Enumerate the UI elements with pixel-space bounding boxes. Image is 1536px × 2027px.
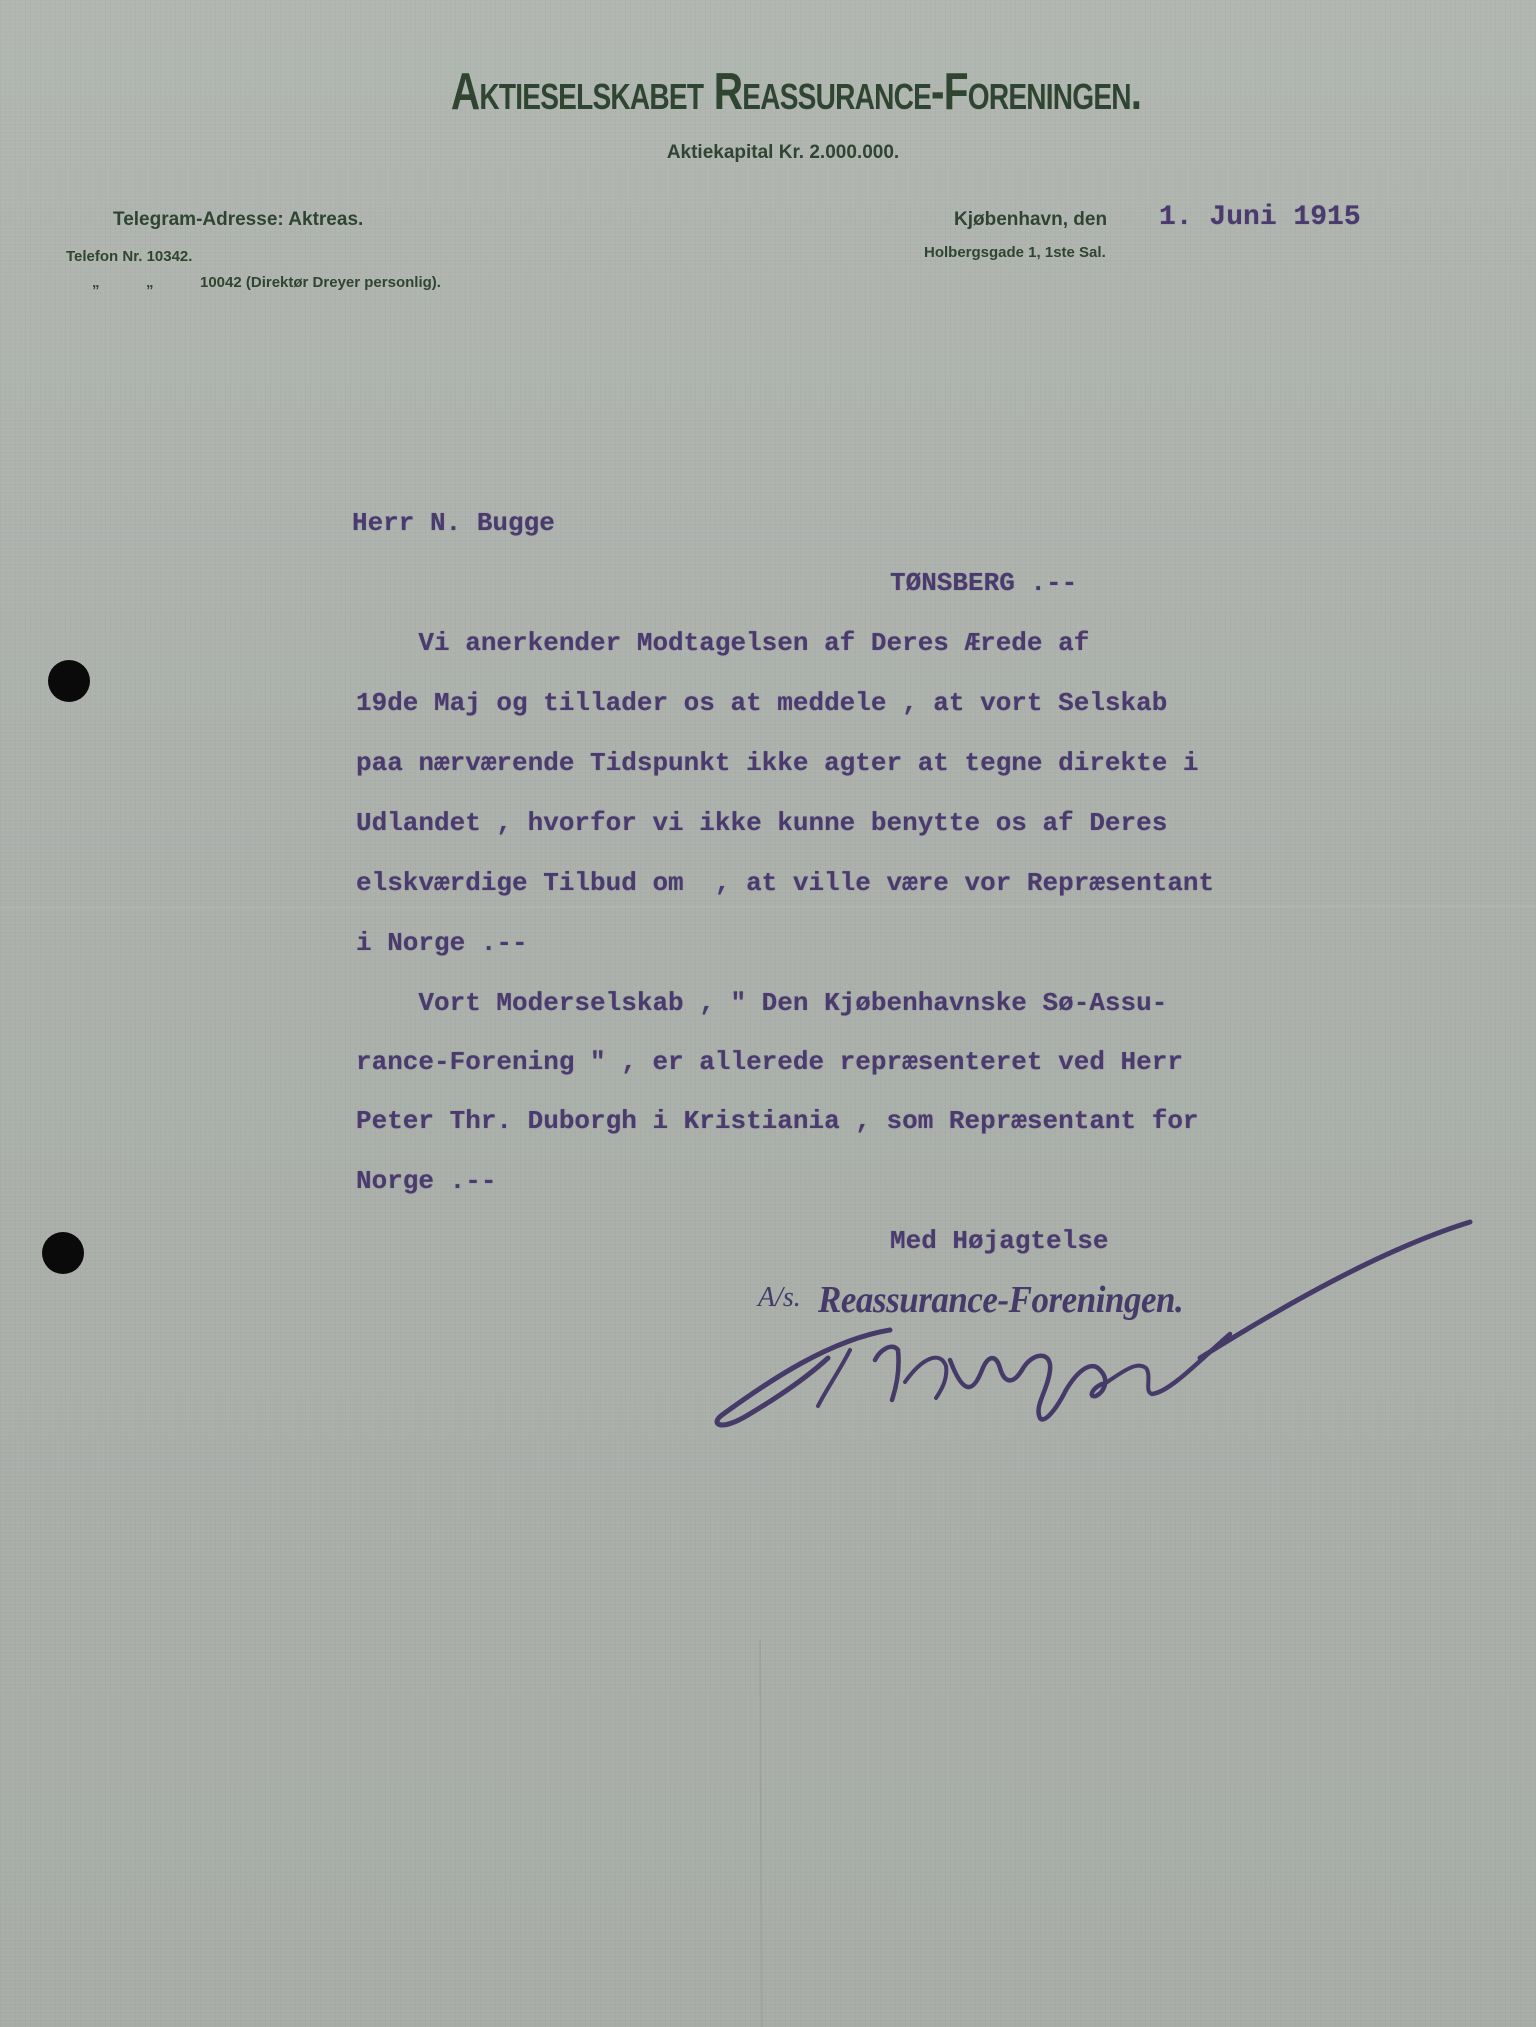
recipient-name: Herr N. Bugge	[352, 508, 555, 538]
telephone-number-2-text: 10042 (Direktør Dreyer personlig).	[200, 274, 441, 291]
street-address: Holbergsgade 1, 1ste Sal.	[924, 244, 1106, 261]
body-line: rance-Forening " , er allerede repræsenteret ved Herr	[356, 1047, 1183, 1077]
body-line: paa nærværende Tidspunkt ikke agter at tegne direkte i	[356, 748, 1199, 778]
telegram-label: Telegram-Adresse:	[113, 209, 284, 230]
telephone-number-2	[92, 274, 441, 291]
body-line: 19de Maj og tillader os at meddele , at vort Selskab	[356, 688, 1168, 718]
company-name-part1: Aktieselskabet	[450, 63, 704, 121]
telegram-value: Aktreas.	[288, 209, 364, 230]
letter-date: 1. Juni 1915	[1159, 202, 1361, 233]
body-line: Vort Moderselskab , " Den Kjøbenhavnske Sø-Assu-	[356, 988, 1168, 1018]
body-line: Udlandet , hvorfor vi ikke kunne benytte os af Deres	[356, 808, 1168, 838]
stamp-prefix: A/s.	[758, 1282, 801, 1313]
body-line: Norge .--	[356, 1166, 497, 1196]
company-name-part2: Reassurance-Foreningen.	[713, 63, 1142, 121]
punch-hole-top	[48, 660, 90, 702]
body-line: i Norge .--	[356, 928, 528, 958]
telephone-number-1: Telefon Nr. 10342.	[66, 248, 193, 265]
handwritten-signature	[700, 1210, 1480, 1430]
company-name	[169, 62, 1367, 122]
share-capital: Aktiekapital Kr. 2.000.000.	[666, 142, 900, 163]
ditto-mark-2: „	[146, 274, 154, 291]
body-line: Peter Thr. Duborgh i Kristiania , som Repræsentant for	[356, 1106, 1199, 1136]
punch-hole-bottom	[42, 1232, 84, 1274]
body-line: Vi anerkender Modtagelsen af Deres Ærede af	[356, 628, 1090, 658]
recipient-city: TØNSBERG .--	[890, 568, 1078, 598]
place-line: Kjøbenhavn, den	[954, 209, 1108, 230]
ditto-mark-1: „	[92, 274, 100, 291]
body-line: elskværdige Tilbud om , at ville være vor Repræsentant	[356, 868, 1215, 898]
company-stamp: Reassurance-Foreningen.	[818, 1279, 1184, 1321]
closing-salutation: Med Højagtelse	[890, 1226, 1109, 1256]
telegram-address	[113, 209, 363, 231]
